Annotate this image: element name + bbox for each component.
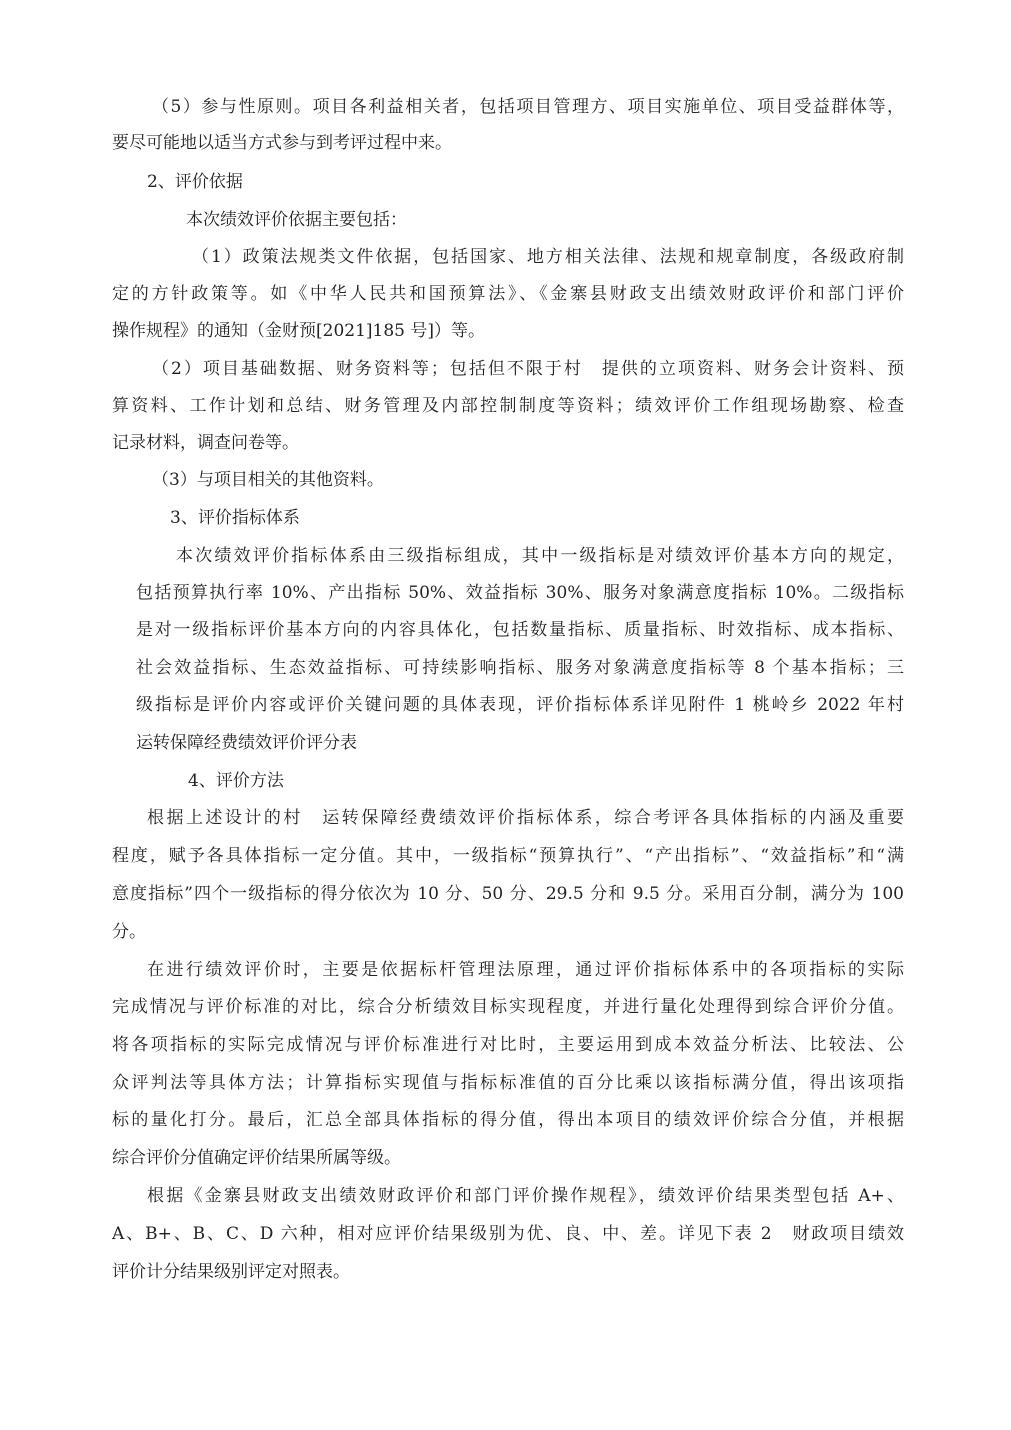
paragraph-basis-item1-line-1: （1）政策法规类文件依据，包括国家、地方相关法律、法规和规章制度，各级政府制 <box>192 247 904 267</box>
paragraph-basis-item1-line-2: 定的方针政策等。如《中华人民共和国预算法》、《金寨县财政支出绩效财政评价和部门评价 <box>112 284 904 304</box>
paragraph-benchmark-line-1: 在进行绩效评价时，主要是依据标杆管理法原理，通过评价指标体系中的各项指标的实际 <box>147 960 904 980</box>
paragraph-basis-item1-line-3: 操作规程》的通知（金财预[2021]185 号]）等。 <box>112 321 486 341</box>
paragraph-benchmark-line-2: 完成情况与评价标准的对比，综合分析绩效目标实现程度，并进行量化处理得到综合评价分值。 <box>112 997 904 1017</box>
paragraph-result-grades-line-1: 根据《金寨县财政支出绩效财政评价和部门评价操作规程》，绩效评价结果类型包括 A+、 <box>147 1186 904 1206</box>
paragraph-basis-item2-line-3: 记录材料，调查问卷等。 <box>112 433 299 453</box>
paragraph-indicator-system-line-2: 包括预算执行率 10%、产出指标 50%、效益指标 30%、服务对象满意度指标 10%。二级指标 <box>136 583 904 603</box>
paragraph-indicator-system-line-3: 是对一级指标评价基本方向的内容具体化，包括数量指标、质量指标、时效指标、成本指标、 <box>136 620 904 640</box>
paragraph-result-grades-line-3: 评价计分结果级别评定对照表。 <box>112 1262 350 1282</box>
paragraph-indicator-system-line-4: 社会效益指标、生态效益指标、可持续影响指标、服务对象满意度指标等 8 个基本指标；三 <box>136 658 904 678</box>
paragraph-evaluation-method-line-4: 分。 <box>112 922 146 942</box>
paragraph-benchmark-line-6: 综合评价分值确定评价结果所属等级。 <box>112 1148 401 1168</box>
section-heading-indicator-system: 3、评价指标体系 <box>170 508 300 528</box>
paragraph-result-grades-line-2: A、B+、B、C、D 六种，相对应评价结果级别为优、良、中、差。详见下表 2 财政项目绩效 <box>112 1224 904 1244</box>
paragraph-evaluation-method-line-2: 程度，赋予各具体指标一定分值。其中，一级指标“预算执行”、“产出指标”、“效益指标”和“满 <box>112 846 904 866</box>
paragraph-basis-item3: （3）与项目相关的其他资料。 <box>152 470 384 490</box>
paragraph-basis-item2-line-1: （2）项目基础数据、财务资料等；包括但不限于村 提供的立项资料、财务会计资料、预 <box>152 359 904 379</box>
paragraph-indicator-system-line-6: 运转保障经费绩效评价评分表 <box>136 733 357 753</box>
section-heading-evaluation-basis: 2、评价依据 <box>147 172 243 192</box>
paragraph-indicator-system-line-1: 本次绩效评价指标体系由三级指标组成，其中一级指标是对绩效评价基本方向的规定， <box>176 546 904 566</box>
section-heading-evaluation-method: 4、评价方法 <box>188 771 284 791</box>
paragraph-benchmark-line-4: 众评判法等具体方法；计算指标实现值与指标标准值的百分比乘以该指标满分值，得出该项指 <box>112 1073 904 1093</box>
paragraph-benchmark-line-5: 标的量化打分。最后，汇总全部具体指标的得分值，得出本项目的绩效评价综合分值，并根据 <box>112 1110 904 1130</box>
paragraph-participation-principle-line-2: 要尽可能地以适当方式参与到考评过程中来。 <box>112 133 452 153</box>
paragraph-evaluation-method-line-1: 根据上述设计的村 运转保障经费绩效评价指标体系，综合考评各具体指标的内涵及重要 <box>147 808 904 828</box>
paragraph-evaluation-method-line-3: 意度指标”四个一级指标的得分依次为 10 分、50 分、29.5 分和 9.5 分。采用百分制，满分为 100 <box>112 884 904 904</box>
paragraph-basis-item2-line-2: 算资料、工作计划和总结、财务管理及内部控制制度等资料；绩效评价工作组现场勘察、检查 <box>112 396 904 416</box>
paragraph-participation-principle-line-1: （5）参与性原则。项目各利益相关者，包括项目管理方、项目实施单位、项目受益群体等， <box>152 97 904 117</box>
paragraph-indicator-system-line-5: 级指标是评价内容或评价关键问题的具体表现，评价指标体系详见附件 1 桃岭乡 2022 年村 <box>136 695 904 715</box>
paragraph-basis-intro: 本次绩效评价依据主要包括： <box>186 210 407 230</box>
paragraph-benchmark-line-3: 将各项指标的实际完成情况与评价标准进行对比时，主要运用到成本效益分析法、比较法、公 <box>112 1035 904 1055</box>
